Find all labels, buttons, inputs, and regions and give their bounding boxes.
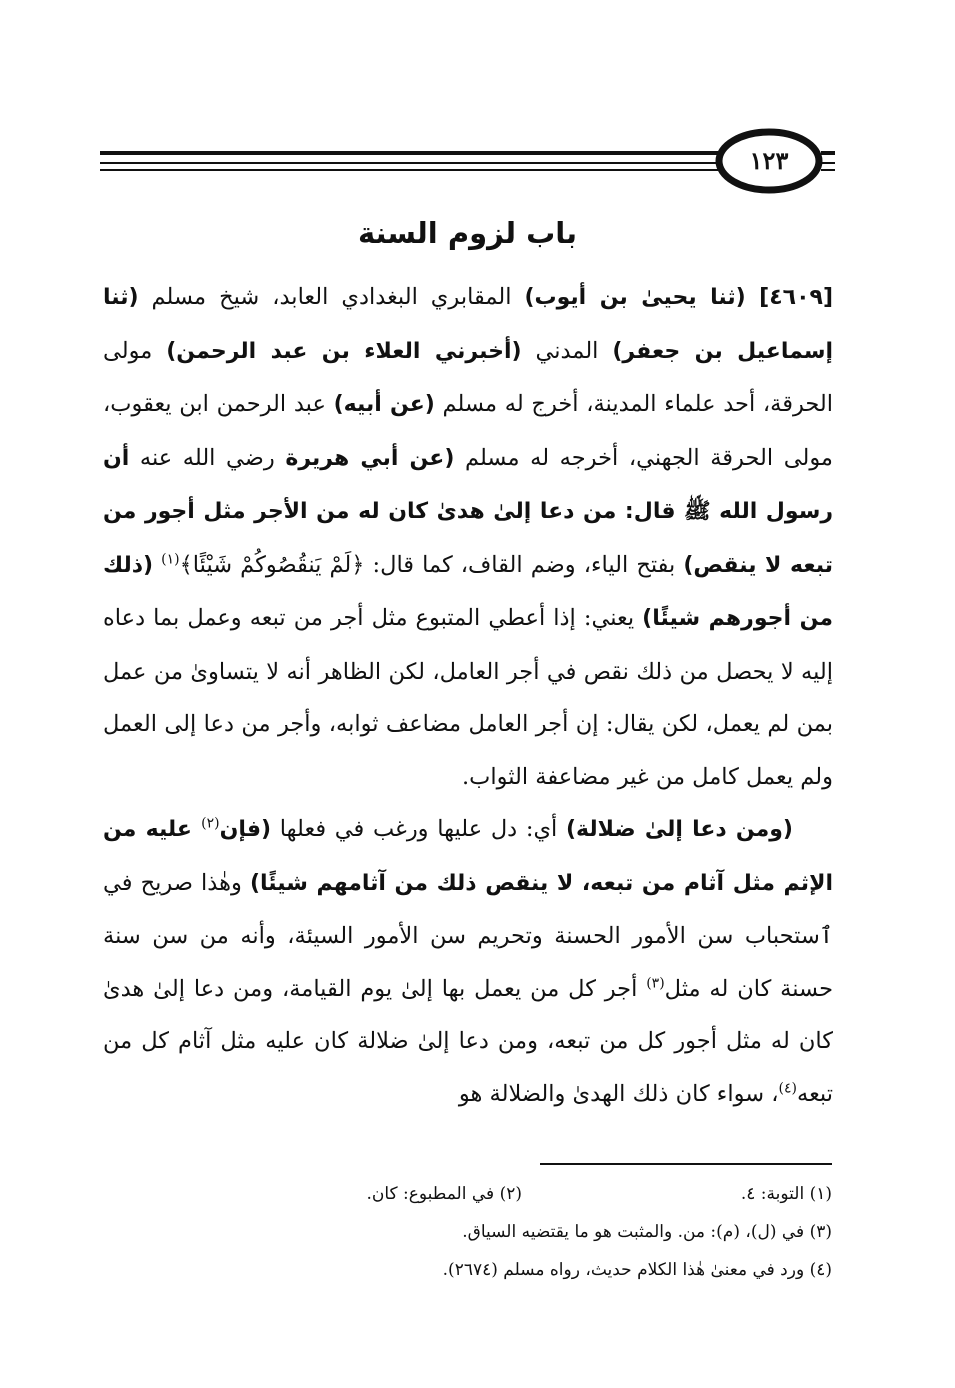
chapter-title: باب لزوم السنة: [357, 216, 578, 250]
footnotes: [100, 1175, 832, 1289]
footnote-4: [100, 1251, 832, 1289]
commentary-text: ، سواء كان ذلك الهدىٰ والضلالة هو: [458, 1080, 779, 1107]
commentary-text: المدني: [521, 337, 613, 364]
commentary-text: [153, 552, 161, 578]
footnote-2: [366, 1175, 522, 1213]
footnote-separator: [540, 1163, 832, 1165]
footnote-3: [100, 1213, 832, 1251]
commentary-text: وهٰذا صريح في ٱستحباب سن الأمور الحسنة وتحريم سن الأمور السيئة، وأنه من سن سنة حسنة كان له مثل: [103, 869, 833, 1002]
hadith-text: (عن أبيه): [333, 392, 435, 417]
hadith-text: (أخبرني العلاء بن عبد الرحمن): [166, 338, 522, 364]
footnote-1: [522, 1175, 832, 1213]
footnote-number: (٤): [809, 1260, 832, 1280]
footnote-marker: (٢): [201, 815, 220, 832]
hadith-text: (عن أبي هريرة: [285, 445, 455, 471]
footnote-number: (٣): [809, 1222, 832, 1242]
hadith-text: أن رسول الله ﷺ قال: من دعا إلىٰ هدىٰ كان له من الأجر مثل أجور من تبعه لا ينقص): [103, 445, 833, 578]
page-number: ١٢٣: [749, 146, 789, 175]
footnote-text: ورد في معنىٰ هٰذا الكلام حديث، رواه مسلم (٢٦٧٤).: [442, 1260, 805, 1280]
commentary-text: عبد الرحمن ابن يعقوب، مولى الحرقة الجهني، أخرجه له مسلم: [103, 391, 833, 471]
commentary-text: مولى الحرقة، أحد علماء المدينة، أخرج له مسلم: [103, 337, 834, 417]
footnote-text: في (ل)، (م): من. والمثبت هو ما يقتضيه السياق.: [462, 1222, 805, 1242]
hadith-text: (ثنا إسماعيل بن جعفر): [103, 285, 834, 364]
commentary-text: بفتح الياء، وضم القاف، كما قال: ﴿لَمْ يَنقُصُوكُمْ شَيْئًا﴾: [179, 551, 684, 578]
body-text: [103, 271, 833, 1120]
footnote-row: [100, 1175, 832, 1213]
commentary-text: أي: دل عليها ورغب في فعلها: [271, 816, 566, 842]
footnote-text: التوبة: ٤.: [740, 1184, 805, 1204]
commentary-text: رضي الله عنه: [129, 444, 286, 471]
hadith-text: عليه من الإثم مثل آثام من تبعه، لا ينقص ذلك من آثامهم شيئًا): [103, 817, 833, 896]
footnote-marker: (٤): [778, 1080, 798, 1096]
paragraph: [103, 271, 833, 803]
hadith-text: (فإن: [219, 817, 272, 842]
commentary-text: يعني: إذا أعطي المتبوع مثل أجر من تبعه وعمل بما دعاه إليه لا يحصل من ذلك نقص في أجر العامل، لكن الظاهر أنه لا يتساوىٰ من عمل بمن لم يعمل، لكن يقال: إن أجر العامل مضاعف ثوابه، وأجر من دعا إلى العمل ولم يعمل كامل من غير مضاعفة الثواب.: [103, 605, 833, 790]
paragraph: [103, 803, 833, 1120]
footnote-number: (٢): [499, 1184, 522, 1204]
commentary-text: أجر كل من يعمل بها إلىٰ يوم القيامة، ومن دعا إلىٰ هدىٰ كان له مثل أجور كل من تبعه، ومن دعا إلىٰ ضلالة كان عليه مثل آثام كل من تبعه: [103, 975, 833, 1107]
footnote-number: (١): [809, 1184, 832, 1204]
footnote-text: في المطبوع: كان.: [366, 1184, 495, 1204]
hadith-text: (ثنا يحيىٰ بن أيوب): [524, 285, 746, 310]
footnote-marker: (١): [161, 551, 180, 567]
hadith-text: (ذلك من أجورهم شيئًا): [103, 552, 833, 631]
commentary-text: المقابري البغدادي العابد، شيخ مسلم: [138, 284, 525, 310]
footnote-marker: (٣): [646, 975, 665, 991]
hadith-text: [٤٦٠٩]: [745, 285, 833, 310]
page-header: [100, 126, 835, 196]
hadith-text: (ومن دعا إلىٰ ضلالة): [566, 817, 793, 842]
